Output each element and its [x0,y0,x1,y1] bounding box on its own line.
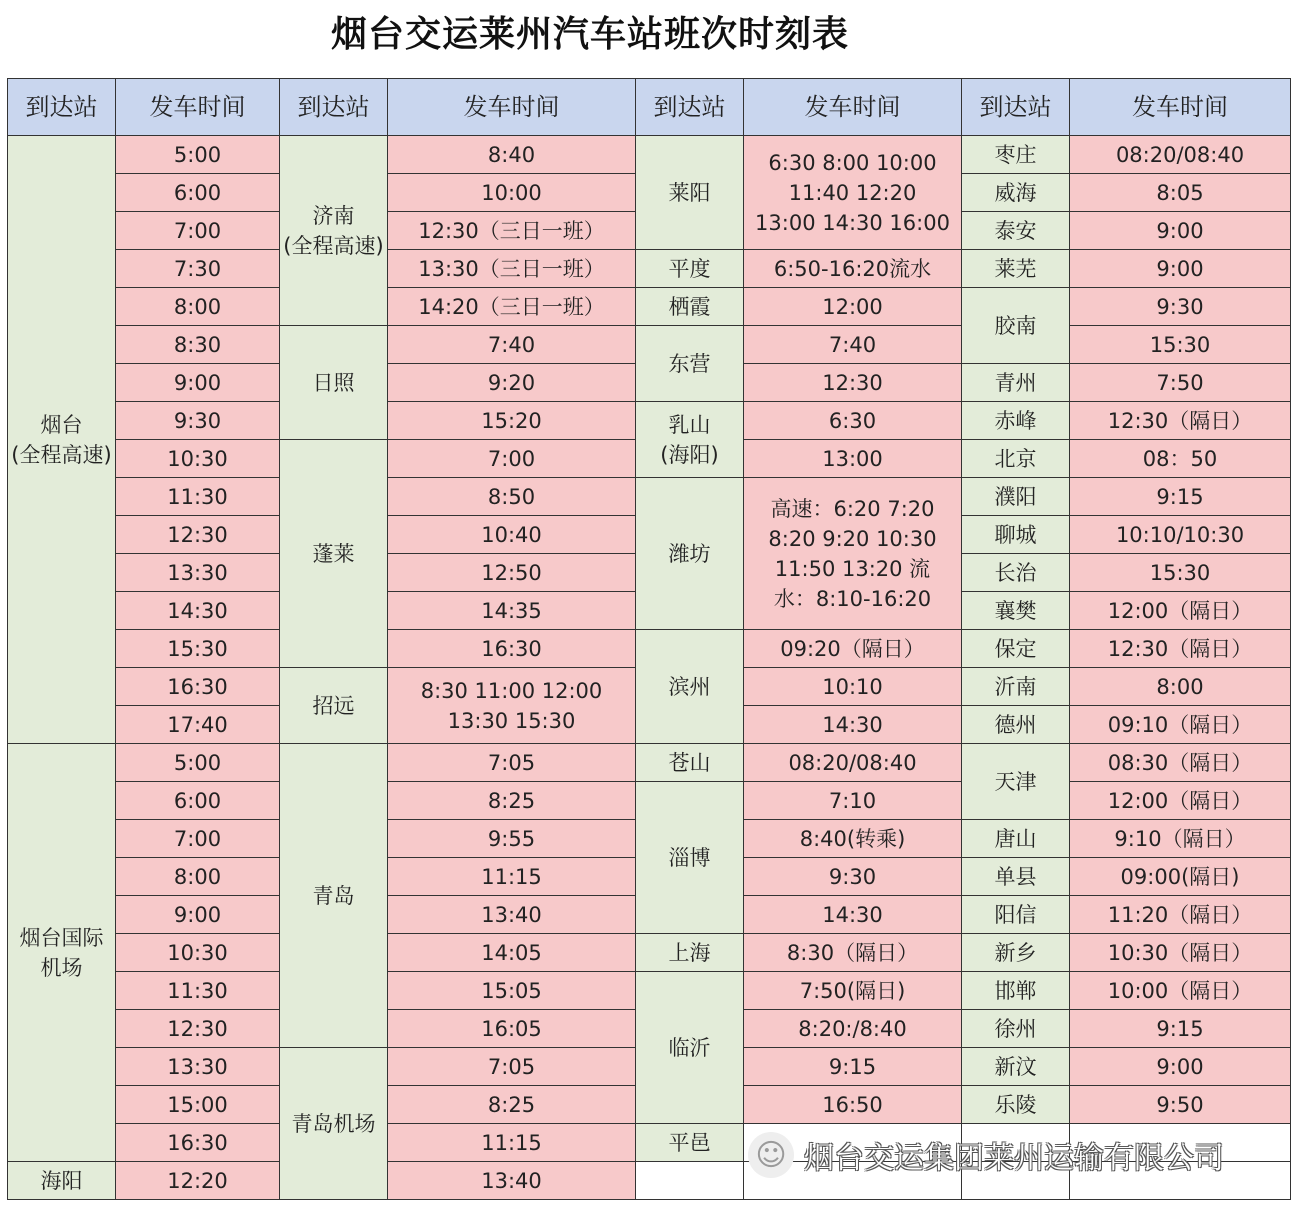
table-row [8,326,1291,364]
station-cell: 莱芜 [962,250,1070,288]
time-cell: 11:30 [116,478,280,516]
time-cell: 7:50(隔日) [744,972,962,1010]
station-cell: 蓬莱 [280,440,388,668]
table-row [8,478,1291,516]
time-cell: 6:50-16:20流水 [744,250,962,288]
station-cell: 平度 [636,250,744,288]
station-cell: 日照 [280,326,388,440]
time-cell: 9:30 [116,402,280,440]
time-cell: 9:55 [388,820,636,858]
time-cell: 6:30 8:00 10:00 11:40 12:20 13:00 14:30 16:00 [744,136,962,250]
page-title: 烟台交运莱州汽车站班次时刻表 [330,14,849,55]
time-cell: 9:00 [116,364,280,402]
station-cell: 苍山 [636,744,744,782]
table-row [8,136,1291,174]
time-cell: 16:05 [388,1010,636,1048]
station-cell: 新乡 [962,934,1070,972]
time-cell [744,1124,962,1162]
station-cell: 潍坊 [636,478,744,630]
time-cell: 10:10/10:30 [1070,516,1291,554]
header-row [8,79,1291,136]
station-cell: 北京 [962,440,1070,478]
time-cell: 9:00 [116,896,280,934]
station-cell: 乐陵 [962,1086,1070,1124]
time-cell [744,1162,962,1200]
time-cell: 9:50 [1070,1086,1291,1124]
time-cell: 9:20 [388,364,636,402]
header-cell: 发车时间 [388,79,636,136]
time-cell: 7:00 [116,820,280,858]
time-cell: 11:30 [116,972,280,1010]
table-row [8,934,1291,972]
station-cell: 胶南 [962,288,1070,364]
time-cell: 8:00 [116,858,280,896]
time-cell: 12:30 [116,1010,280,1048]
time-cell: 9:30 [744,858,962,896]
time-cell: 7:40 [388,326,636,364]
time-cell: 5:00 [116,136,280,174]
station-cell: 栖霞 [636,288,744,326]
time-cell: 12:00（隔日） [1070,592,1291,630]
time-cell: 8:40(转乘) [744,820,962,858]
time-cell: 8:40 [388,136,636,174]
station-cell: 临沂 [636,972,744,1124]
time-cell: 14:05 [388,934,636,972]
time-cell [1070,1124,1291,1162]
header-cell: 到达站 [636,79,744,136]
station-cell: 天津 [962,744,1070,820]
time-cell: 7:30 [116,250,280,288]
time-cell: 8:30（隔日） [744,934,962,972]
time-cell: 10:30 [116,440,280,478]
station-cell: 乳山 (海阳) [636,402,744,478]
header-cell: 到达站 [962,79,1070,136]
time-cell: 9:00 [1070,1048,1291,1086]
time-cell: 08:20/08:40 [1070,136,1291,174]
time-cell: 13:30（三日一班） [388,250,636,288]
table-row [8,1124,1291,1162]
time-cell: 9:30 [1070,288,1291,326]
station-cell: 襄樊 [962,592,1070,630]
time-cell: 13:40 [388,896,636,934]
station-cell: 赤峰 [962,402,1070,440]
time-cell: 14:30 [744,706,962,744]
time-cell: 8:25 [388,782,636,820]
time-cell: 15:30 [116,630,280,668]
station-cell: 青岛 [280,744,388,1048]
time-cell: 09:20（隔日） [744,630,962,668]
time-cell: 12:30（三日一班） [388,212,636,250]
schedule-table [7,78,1291,1200]
station-cell: 单县 [962,858,1070,896]
station-cell: 保定 [962,630,1070,668]
table-row [8,1162,1291,1200]
time-cell: 14:30 [744,896,962,934]
station-cell: 莱阳 [636,136,744,250]
station-cell: 淄博 [636,782,744,934]
time-cell: 10:30（隔日） [1070,934,1291,972]
time-cell: 10:30 [116,934,280,972]
time-cell: 8:30 [116,326,280,364]
schedule-body [8,136,1291,1200]
time-cell: 12:30（隔日） [1070,402,1291,440]
time-cell: 8:00 [116,288,280,326]
table-row [8,630,1291,668]
station-cell: 聊城 [962,516,1070,554]
station-cell: 枣庄 [962,136,1070,174]
time-cell: 12:50 [388,554,636,592]
station-cell: 威海 [962,174,1070,212]
time-cell: 7:10 [744,782,962,820]
station-cell: 唐山 [962,820,1070,858]
time-cell: 5:00 [116,744,280,782]
station-cell: 德州 [962,706,1070,744]
time-cell: 13:40 [388,1162,636,1200]
time-cell: 7:00 [116,212,280,250]
time-cell: 9:15 [1070,478,1291,516]
time-cell: 13:30 [116,1048,280,1086]
table-row [8,402,1291,440]
time-cell: 10:00 [388,174,636,212]
time-cell: 17:40 [116,706,280,744]
time-cell: 7:05 [388,744,636,782]
station-cell: 滨州 [636,630,744,744]
time-cell: 12:30（隔日） [1070,630,1291,668]
header-cell: 到达站 [8,79,116,136]
time-cell: 9:15 [1070,1010,1291,1048]
time-cell: 16:30 [116,668,280,706]
time-cell: 15:05 [388,972,636,1010]
station-cell: 青州 [962,364,1070,402]
time-cell: 08:30（隔日） [1070,744,1291,782]
watermark-text: 烟台交运集团莱州运输有限公司 [804,1141,1224,1176]
time-cell: 11:20（隔日） [1070,896,1291,934]
time-cell: 9:15 [744,1048,962,1086]
header-cell: 发车时间 [744,79,962,136]
station-cell: 徐州 [962,1010,1070,1048]
time-cell: 16:30 [116,1124,280,1162]
time-cell: 6:00 [116,782,280,820]
station-cell: 平邑 [636,1124,744,1162]
time-cell [1070,1162,1291,1200]
time-cell [962,1124,1070,1162]
time-cell: 16:50 [744,1086,962,1124]
time-cell: 12:30 [116,516,280,554]
time-cell: 15:30 [1070,554,1291,592]
station-cell: 邯郸 [962,972,1070,1010]
station-cell: 烟台 (全程高速) [8,136,116,744]
time-cell: 8:20:/8:40 [744,1010,962,1048]
time-cell: 12:20 [116,1162,280,1200]
time-cell: 7:50 [1070,364,1291,402]
station-cell: 东营 [636,326,744,402]
time-cell: 14:30 [116,592,280,630]
time-cell: 7:05 [388,1048,636,1086]
time-cell: 9:10（隔日） [1070,820,1291,858]
time-cell: 08：50 [1070,440,1291,478]
time-cell [636,1162,744,1200]
time-cell: 10:10 [744,668,962,706]
time-cell: 15:30 [1070,326,1291,364]
time-cell: 16:30 [388,630,636,668]
time-cell: 8:25 [388,1086,636,1124]
station-cell: 烟台国际 机场 [8,744,116,1162]
time-cell: 7:00 [388,440,636,478]
time-cell: 12:30 [744,364,962,402]
time-cell: 14:35 [388,592,636,630]
station-cell: 招远 [280,668,388,744]
time-cell: 15:00 [116,1086,280,1124]
time-cell: 10:00（隔日） [1070,972,1291,1010]
station-cell: 长治 [962,554,1070,592]
time-cell: 15:20 [388,402,636,440]
time-cell: 14:20（三日一班） [388,288,636,326]
time-cell: 13:00 [744,440,962,478]
station-cell: 沂南 [962,668,1070,706]
table-row [8,744,1291,782]
time-cell: 13:30 [116,554,280,592]
station-cell: 濮阳 [962,478,1070,516]
time-cell: 11:15 [388,1124,636,1162]
station-cell: 泰安 [962,212,1070,250]
header-cell: 发车时间 [1070,79,1291,136]
time-cell: 09:10（隔日） [1070,706,1291,744]
time-cell: 8:30 11:00 12:00 13:30 15:30 [388,668,636,744]
time-cell: 9:00 [1070,250,1291,288]
station-cell: 济南 (全程高速) [280,136,388,326]
time-cell: 6:30 [744,402,962,440]
table-row [8,250,1291,288]
station-cell: 阳信 [962,896,1070,934]
time-cell: 6:00 [116,174,280,212]
time-cell: 12:00 [744,288,962,326]
time-cell: 08:20/08:40 [744,744,962,782]
header-cell: 发车时间 [116,79,280,136]
time-cell: 7:40 [744,326,962,364]
time-cell: 高速：6:20 7:20 8:20 9:20 10:30 11:50 13:20 流 水：8:10-16:20 [744,478,962,630]
time-cell: 10:40 [388,516,636,554]
table-row [8,288,1291,326]
time-cell: 8:50 [388,478,636,516]
time-cell: 8:05 [1070,174,1291,212]
time-cell: 09:00(隔日) [1070,858,1291,896]
station-cell: 青岛机场 [280,1048,388,1200]
station-cell: 新汶 [962,1048,1070,1086]
station-cell: 海阳 [8,1162,116,1200]
time-cell: 12:00（隔日） [1070,782,1291,820]
wechat-icon: ☺ [748,1132,794,1178]
time-cell: 8:00 [1070,668,1291,706]
time-cell [962,1162,1070,1200]
time-cell: 11:15 [388,858,636,896]
station-cell: 上海 [636,934,744,972]
time-cell: 9:00 [1070,212,1291,250]
table-row [8,972,1291,1010]
table-row [8,782,1291,820]
header-cell: 到达站 [280,79,388,136]
